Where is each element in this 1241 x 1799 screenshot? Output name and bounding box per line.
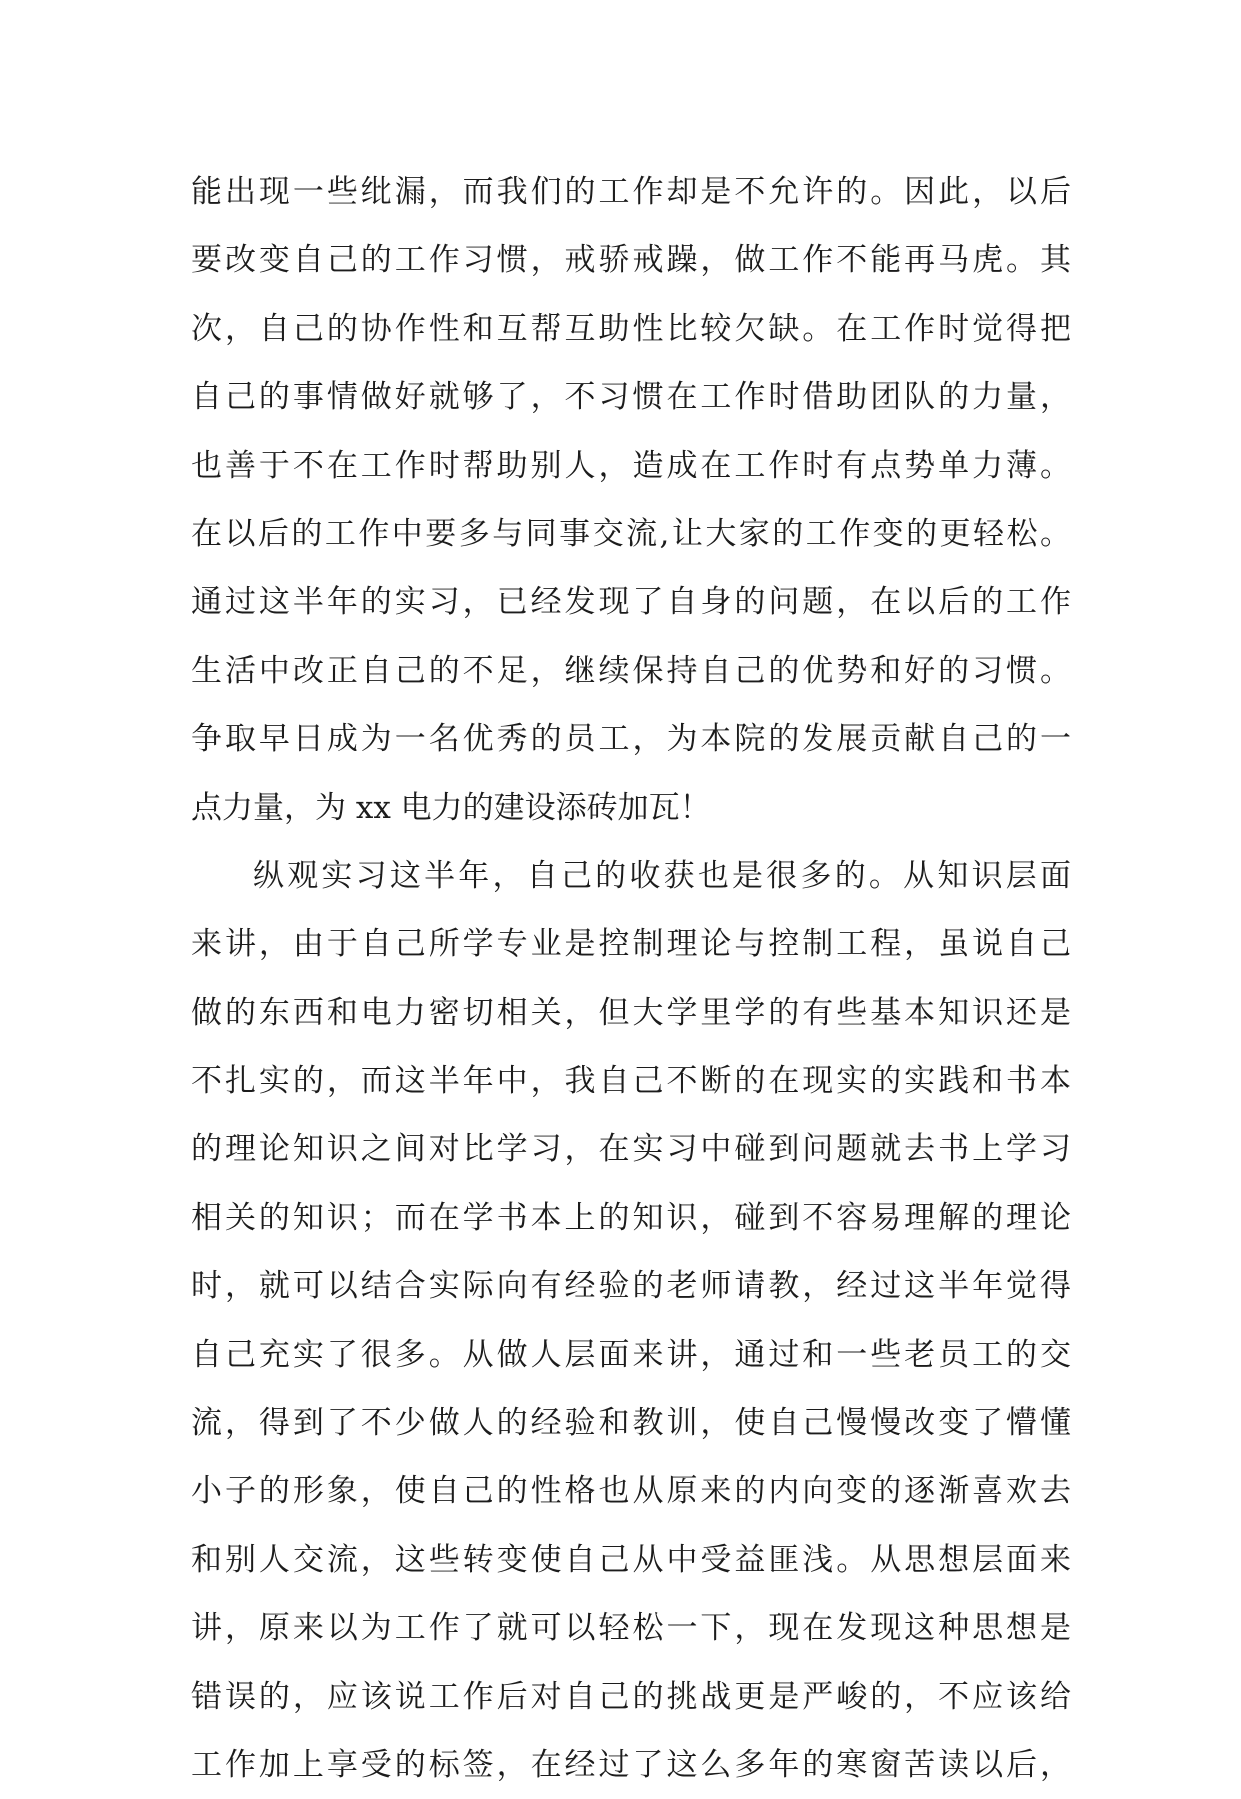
text-line: 通过这半年的实习，已经发现了自身的问题，在以后的工作	[191, 584, 1071, 621]
text-line: 做的东西和电力密切相关，但大学里学的有些基本知识还是	[191, 994, 1071, 1031]
text-line: 在以后的工作中要多与同事交流,让大家的工作变的更轻松。	[191, 515, 1071, 552]
text-line: 小子的形象，使自己的性格也从原来的内向变的逐渐喜欢去	[191, 1473, 1071, 1510]
text-line: 自己充实了很多。从做人层面来讲，通过和一些老员工的交	[191, 1336, 1071, 1373]
text-line: 自己的事情做好就够了，不习惯在工作时借助团队的力量，	[191, 379, 1071, 416]
text-line: 工作加上享受的标签，在经过了这么多年的寒窗苦读以后，	[191, 1746, 1071, 1783]
paragraph-start-line: 纵观实习这半年，自己的收获也是很多的。从知识层面	[253, 857, 1071, 894]
text-line: 错误的，应该说工作后对自己的挑战更是严峻的，不应该给	[191, 1678, 1071, 1715]
text-line: 争取早日成为一名优秀的员工，为本院的发展贡献自己的一	[191, 721, 1071, 758]
text-line: 的理论知识之间对比学习，在实习中碰到问题就去书上学习	[191, 1131, 1071, 1168]
body-text	[191, 158, 1071, 1799]
text-line: 生活中改正自己的不足，继续保持自己的优势和好的习惯。	[191, 652, 1071, 689]
text-line: 能出现一些纰漏，而我们的工作却是不允许的。因此，以后	[191, 174, 1071, 210]
text-line: 相关的知识；而在学书本上的知识，碰到不容易理解的理论	[191, 1199, 1071, 1236]
text-line: 流，得到了不少做人的经验和教训，使自己慢慢改变了懵懂	[191, 1405, 1071, 1442]
text-line: 不扎实的，而这半年中，我自己不断的在现实的实践和书本	[191, 1063, 1071, 1100]
text-line: 和别人交流，这些转变使自己从中受益匪浅。从思想层面来	[191, 1541, 1071, 1578]
text-line: 讲，原来以为工作了就可以轻松一下，现在发现这种思想是	[191, 1610, 1071, 1647]
text-line: 点力量，为 xx 电力的建设添砖加瓦！	[191, 789, 711, 826]
text-line: 时，就可以结合实际向有经验的老师请教，经过这半年觉得	[191, 1268, 1071, 1305]
text-line: 也善于不在工作时帮助别人，造成在工作时有点势单力薄。	[191, 447, 1071, 484]
text-line: 次，自己的协作性和互帮互助性比较欠缺。在工作时觉得把	[191, 310, 1071, 347]
text-line: 要改变自己的工作习惯，戒骄戒躁，做工作不能再马虎。其	[191, 242, 1071, 279]
text-line: 来讲，由于自己所学专业是控制理论与控制工程，虽说自己	[191, 926, 1071, 963]
